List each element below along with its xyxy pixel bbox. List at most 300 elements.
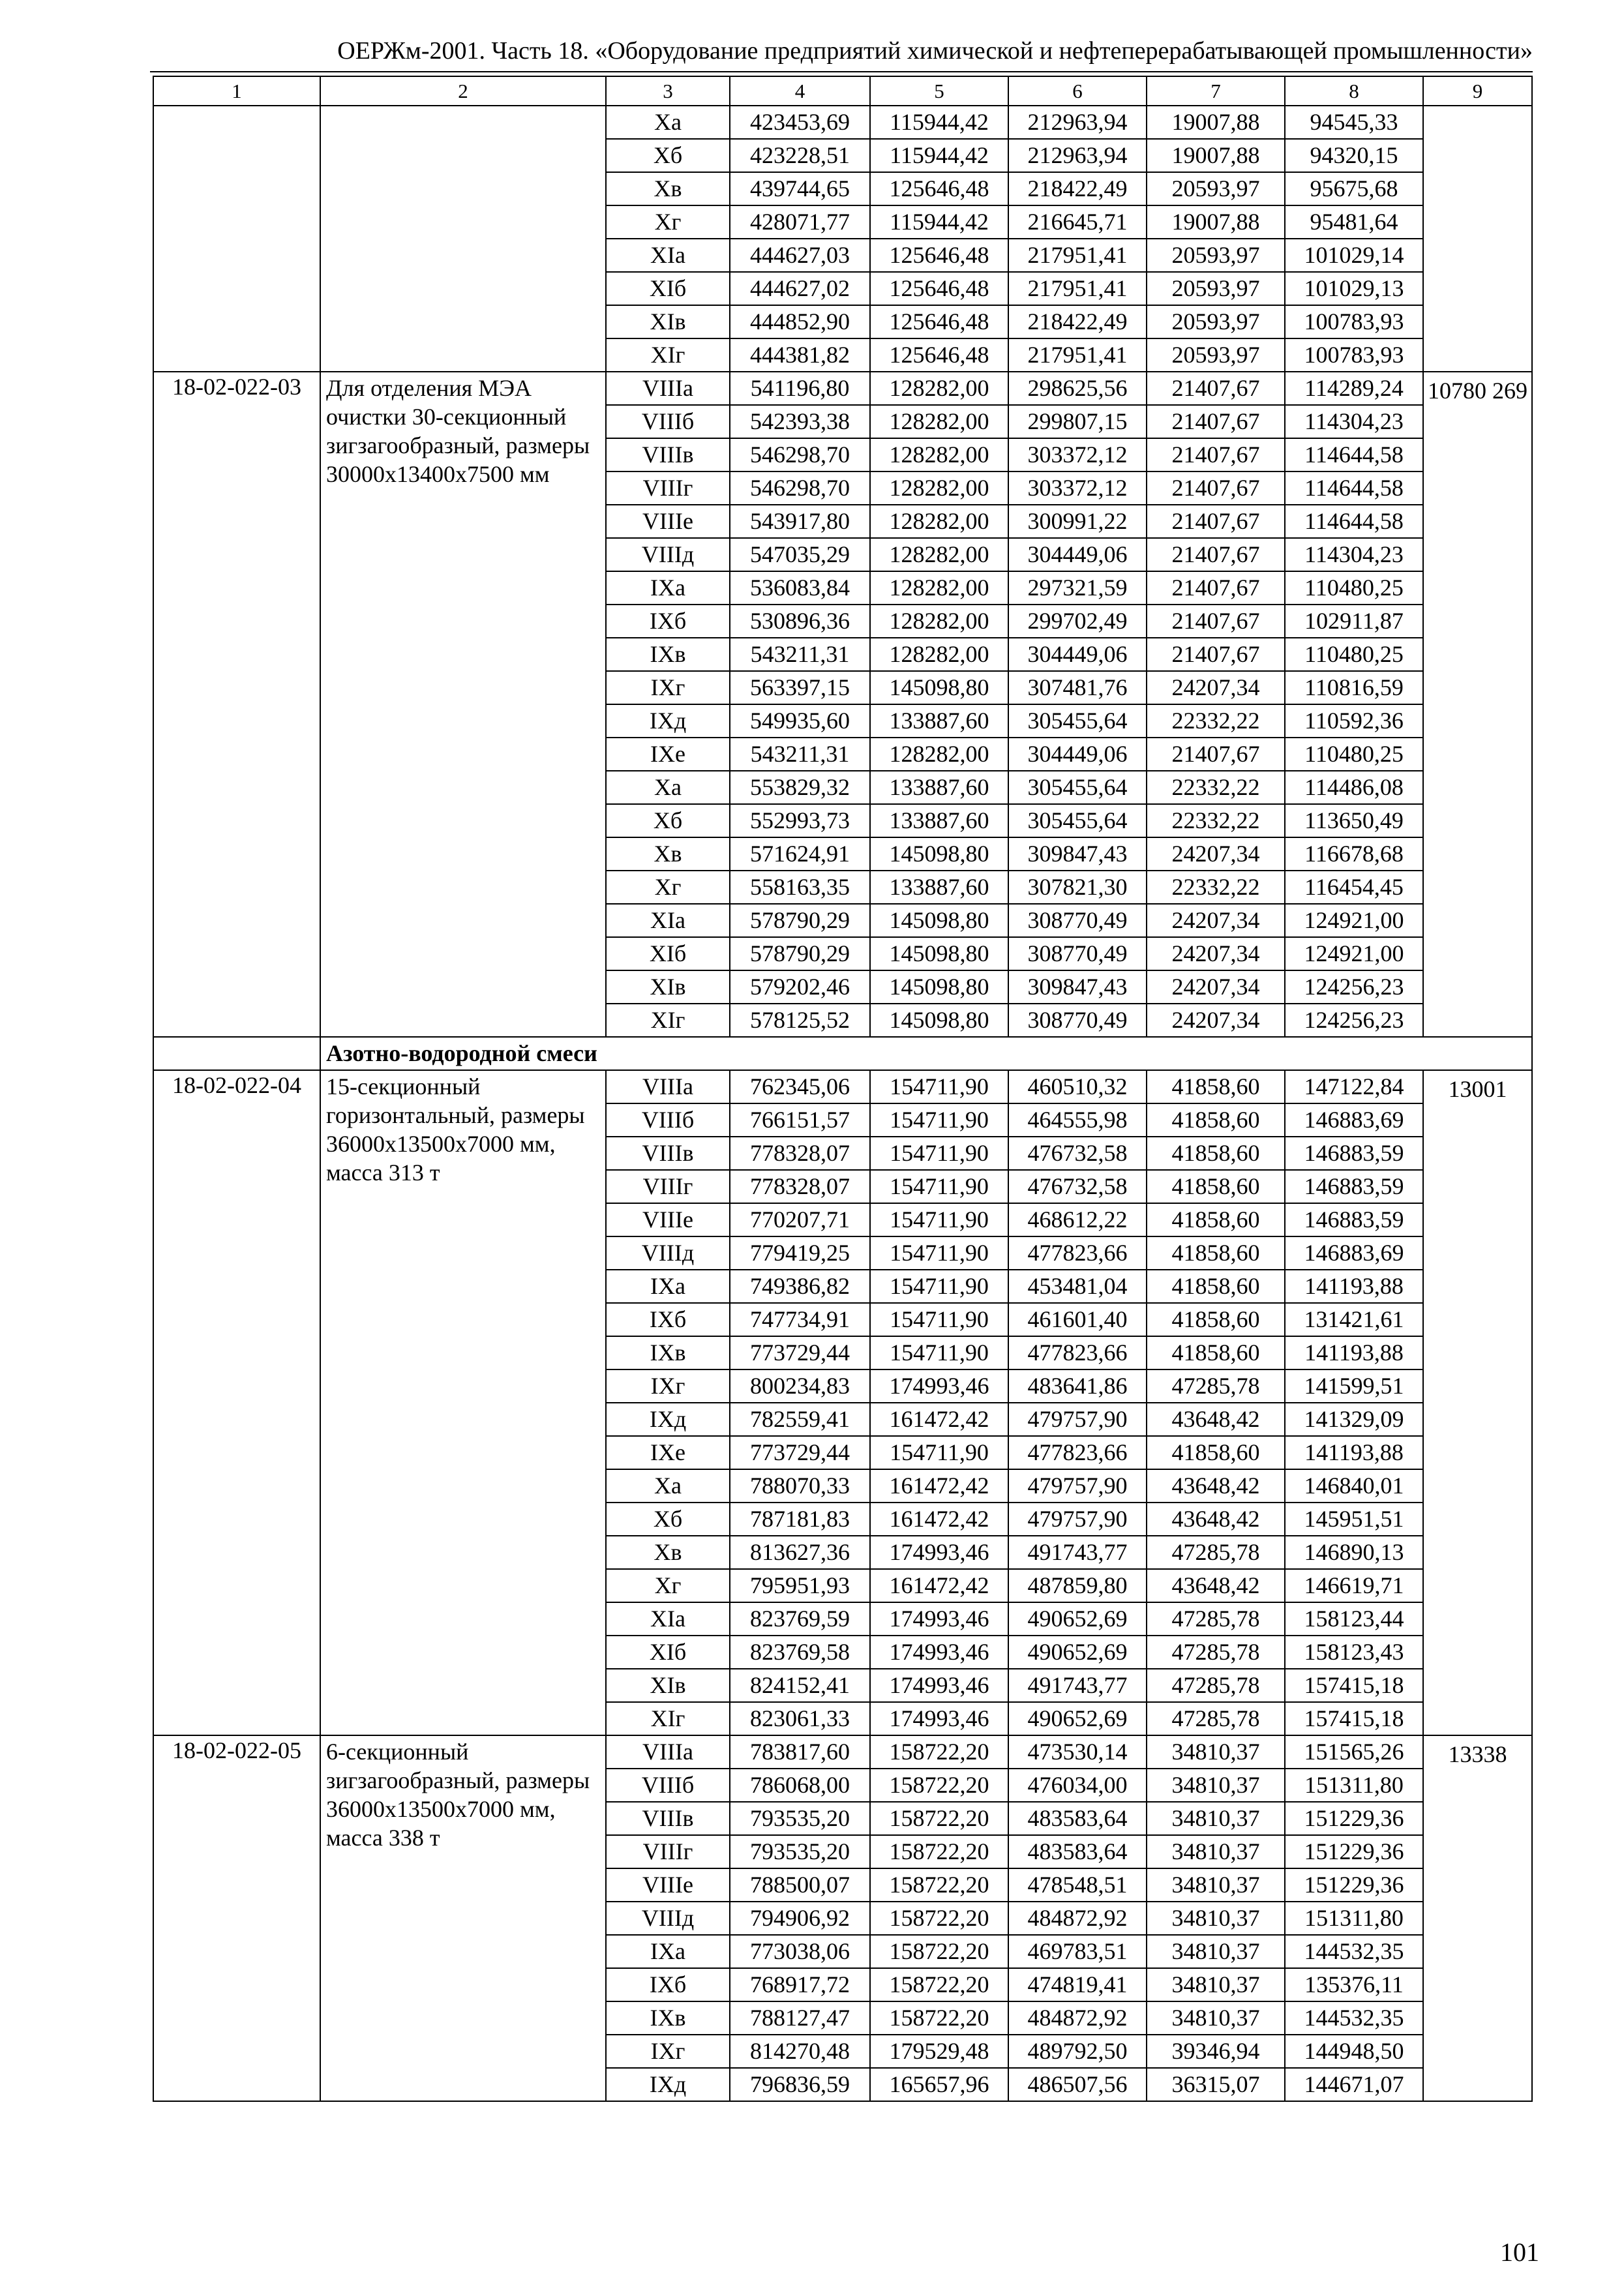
value-cell: 546298,70	[730, 438, 870, 471]
header-rule	[150, 71, 1533, 72]
value-cell: 115944,42	[870, 139, 1008, 172]
value-cell: 124256,23	[1285, 970, 1423, 1004]
value-cell: 41858,60	[1147, 1070, 1285, 1103]
value-cell: 43648,42	[1147, 1403, 1285, 1436]
value-cell: 541196,80	[730, 372, 870, 405]
value-cell: 146890,13	[1285, 1536, 1423, 1569]
zone-cell: IXд	[606, 2068, 730, 2101]
value-cell: 151229,36	[1285, 1835, 1423, 1868]
value-cell: 490652,69	[1008, 1636, 1147, 1669]
value-cell: 217951,41	[1008, 239, 1147, 272]
zone-cell: IXг	[606, 671, 730, 704]
value-cell: 158722,20	[870, 1835, 1008, 1868]
value-cell: 34810,37	[1147, 1835, 1285, 1868]
value-cell: 154711,90	[870, 1203, 1008, 1236]
value-cell: 158722,20	[870, 2001, 1008, 2035]
zone-cell: IXг	[606, 1369, 730, 1403]
zone-cell: VIIIе	[606, 505, 730, 538]
value-cell: 309847,43	[1008, 837, 1147, 871]
column-number-cell: 8	[1285, 76, 1423, 106]
value-cell: 145098,80	[870, 937, 1008, 970]
value-cell: 444852,90	[730, 305, 870, 338]
value-cell: 484872,92	[1008, 2001, 1147, 2035]
item-col9: 13001	[1423, 1070, 1532, 1735]
value-cell: 101029,13	[1285, 272, 1423, 305]
value-cell: 158123,44	[1285, 1602, 1423, 1636]
zone-cell: VIIIв	[606, 1802, 730, 1835]
value-cell: 788127,47	[730, 2001, 870, 2035]
value-cell: 217951,41	[1008, 272, 1147, 305]
value-cell: 783817,60	[730, 1735, 870, 1769]
value-cell: 477823,66	[1008, 1436, 1147, 1469]
value-cell: 19007,88	[1147, 139, 1285, 172]
value-cell: 144532,35	[1285, 2001, 1423, 2035]
zone-cell: VIIIб	[606, 405, 730, 438]
item-code	[153, 106, 320, 372]
value-cell: 20593,97	[1147, 172, 1285, 205]
value-cell: 146883,59	[1285, 1170, 1423, 1203]
value-cell: 489792,50	[1008, 2035, 1147, 2068]
value-cell: 530896,36	[730, 605, 870, 638]
value-cell: 145098,80	[870, 970, 1008, 1004]
zone-cell: VIIIд	[606, 1236, 730, 1270]
value-cell: 298625,56	[1008, 372, 1147, 405]
value-cell: 179529,48	[870, 2035, 1008, 2068]
value-cell: 151565,26	[1285, 1735, 1423, 1769]
zone-cell: Xв	[606, 1536, 730, 1569]
value-cell: 43648,42	[1147, 1469, 1285, 1503]
value-cell: 778328,07	[730, 1137, 870, 1170]
zone-cell: IXа	[606, 1270, 730, 1303]
value-cell: 578790,29	[730, 937, 870, 970]
value-cell: 553829,32	[730, 771, 870, 804]
zone-cell: Xв	[606, 172, 730, 205]
value-cell: 161472,42	[870, 1569, 1008, 1602]
zone-cell: VIIIд	[606, 538, 730, 571]
value-cell: 47285,78	[1147, 1602, 1285, 1636]
value-cell: 43648,42	[1147, 1569, 1285, 1602]
value-cell: 571624,91	[730, 837, 870, 871]
value-cell: 161472,42	[870, 1469, 1008, 1503]
value-cell: 543211,31	[730, 638, 870, 671]
zone-cell: VIIIб	[606, 1103, 730, 1137]
value-cell: 145098,80	[870, 671, 1008, 704]
value-cell: 147122,84	[1285, 1070, 1423, 1103]
table-row	[153, 1735, 1532, 1769]
zone-cell: IXб	[606, 1303, 730, 1336]
zone-cell: VIIIа	[606, 1070, 730, 1103]
item-description: Для отделения МЭА очистки 30-секционный зигзагообразный, размеры 30000х13400х7500 мм	[320, 372, 606, 1037]
value-cell: 218422,49	[1008, 305, 1147, 338]
value-cell: 558163,35	[730, 871, 870, 904]
value-cell: 423453,69	[730, 106, 870, 139]
value-cell: 299807,15	[1008, 405, 1147, 438]
value-cell: 110480,25	[1285, 571, 1423, 605]
value-cell: 116454,45	[1285, 871, 1423, 904]
value-cell: 773729,44	[730, 1436, 870, 1469]
value-cell: 41858,60	[1147, 1236, 1285, 1270]
value-cell: 823061,33	[730, 1702, 870, 1735]
value-cell: 174993,46	[870, 1536, 1008, 1569]
value-cell: 47285,78	[1147, 1536, 1285, 1569]
value-cell: 490652,69	[1008, 1602, 1147, 1636]
value-cell: 469783,51	[1008, 1935, 1147, 1968]
value-cell: 43648,42	[1147, 1503, 1285, 1536]
value-cell: 823769,59	[730, 1602, 870, 1636]
value-cell: 793535,20	[730, 1802, 870, 1835]
zone-cell: XIа	[606, 904, 730, 937]
item-code: 18-02-022-04	[153, 1070, 320, 1735]
value-cell: 128282,00	[870, 538, 1008, 571]
value-cell: 21407,67	[1147, 471, 1285, 505]
value-cell: 144671,07	[1285, 2068, 1423, 2101]
value-cell: 773038,06	[730, 1935, 870, 1968]
zone-cell: XIг	[606, 338, 730, 372]
value-cell: 95675,68	[1285, 172, 1423, 205]
value-cell: 94545,33	[1285, 106, 1423, 139]
value-cell: 770207,71	[730, 1203, 870, 1236]
value-cell: 41858,60	[1147, 1137, 1285, 1170]
zone-cell: IXб	[606, 1968, 730, 2001]
value-cell: 487859,80	[1008, 1569, 1147, 1602]
value-cell: 174993,46	[870, 1702, 1008, 1735]
value-cell: 20593,97	[1147, 239, 1285, 272]
value-cell: 128282,00	[870, 372, 1008, 405]
value-cell: 94320,15	[1285, 139, 1423, 172]
value-cell: 154711,90	[870, 1336, 1008, 1369]
value-cell: 157415,18	[1285, 1702, 1423, 1735]
value-cell: 490652,69	[1008, 1702, 1147, 1735]
value-cell: 578790,29	[730, 904, 870, 937]
column-number-cell: 1	[153, 76, 320, 106]
value-cell: 22332,22	[1147, 804, 1285, 837]
value-cell: 468612,22	[1008, 1203, 1147, 1236]
value-cell: 796836,59	[730, 2068, 870, 2101]
zone-cell: XIб	[606, 272, 730, 305]
value-cell: 22332,22	[1147, 771, 1285, 804]
value-cell: 34810,37	[1147, 1868, 1285, 1902]
value-cell: 113650,49	[1285, 804, 1423, 837]
value-cell: 151311,80	[1285, 1902, 1423, 1935]
value-cell: 146619,71	[1285, 1569, 1423, 1602]
value-cell: 158722,20	[870, 1868, 1008, 1902]
table-row	[153, 106, 1532, 139]
value-cell: 24207,34	[1147, 904, 1285, 937]
value-cell: 47285,78	[1147, 1369, 1285, 1403]
value-cell: 579202,46	[730, 970, 870, 1004]
value-cell: 135376,11	[1285, 1968, 1423, 2001]
item-code: 18-02-022-05	[153, 1735, 320, 2101]
zone-cell: VIIIа	[606, 1735, 730, 1769]
value-cell: 146883,69	[1285, 1236, 1423, 1270]
value-cell: 460510,32	[1008, 1070, 1147, 1103]
value-cell: 476034,00	[1008, 1769, 1147, 1802]
value-cell: 21407,67	[1147, 638, 1285, 671]
value-cell: 19007,88	[1147, 205, 1285, 239]
value-cell: 158123,43	[1285, 1636, 1423, 1669]
value-cell: 114644,58	[1285, 471, 1423, 505]
value-cell: 782559,41	[730, 1403, 870, 1436]
value-cell: 158722,20	[870, 1735, 1008, 1769]
value-cell: 141193,88	[1285, 1270, 1423, 1303]
value-cell: 542393,38	[730, 405, 870, 438]
value-cell: 47285,78	[1147, 1636, 1285, 1669]
value-cell: 444381,82	[730, 338, 870, 372]
value-cell: 546298,70	[730, 471, 870, 505]
section-title: Азотно-водородной смеси	[320, 1037, 1532, 1070]
page-number: 101	[1500, 2237, 1539, 2267]
value-cell: 478548,51	[1008, 1868, 1147, 1902]
value-cell: 483583,64	[1008, 1835, 1147, 1868]
value-cell: 161472,42	[870, 1403, 1008, 1436]
value-cell: 300991,22	[1008, 505, 1147, 538]
value-cell: 795951,93	[730, 1569, 870, 1602]
value-cell: 24207,34	[1147, 970, 1285, 1004]
value-cell: 158722,20	[870, 1902, 1008, 1935]
value-cell: 125646,48	[870, 239, 1008, 272]
value-cell: 125646,48	[870, 338, 1008, 372]
value-cell: 47285,78	[1147, 1702, 1285, 1735]
value-cell: 151229,36	[1285, 1868, 1423, 1902]
zone-cell: Xг	[606, 205, 730, 239]
value-cell: 21407,67	[1147, 372, 1285, 405]
value-cell: 115944,42	[870, 205, 1008, 239]
value-cell: 158722,20	[870, 1968, 1008, 2001]
value-cell: 747734,91	[730, 1303, 870, 1336]
value-cell: 21407,67	[1147, 605, 1285, 638]
value-cell: 24207,34	[1147, 937, 1285, 970]
value-cell: 34810,37	[1147, 2001, 1285, 2035]
value-cell: 39346,94	[1147, 2035, 1285, 2068]
value-cell: 116678,68	[1285, 837, 1423, 871]
value-cell: 157415,18	[1285, 1669, 1423, 1702]
value-cell: 543917,80	[730, 505, 870, 538]
zone-cell: IXв	[606, 1336, 730, 1369]
zone-cell: IXб	[606, 605, 730, 638]
value-cell: 34810,37	[1147, 1769, 1285, 1802]
zone-cell: IXв	[606, 2001, 730, 2035]
value-cell: 762345,06	[730, 1070, 870, 1103]
value-cell: 464555,98	[1008, 1103, 1147, 1137]
value-cell: 154711,90	[870, 1270, 1008, 1303]
value-cell: 549935,60	[730, 704, 870, 738]
value-cell: 161472,42	[870, 1503, 1008, 1536]
value-cell: 151229,36	[1285, 1802, 1423, 1835]
column-number-cell: 3	[606, 76, 730, 106]
column-number-cell: 6	[1008, 76, 1147, 106]
price-table	[153, 76, 1533, 2102]
value-cell: 128282,00	[870, 471, 1008, 505]
zone-cell: Xг	[606, 1569, 730, 1602]
value-cell: 216645,71	[1008, 205, 1147, 239]
value-cell: 114289,24	[1285, 372, 1423, 405]
value-cell: 141329,09	[1285, 1403, 1423, 1436]
value-cell: 100783,93	[1285, 305, 1423, 338]
value-cell: 21407,67	[1147, 405, 1285, 438]
value-cell: 41858,60	[1147, 1103, 1285, 1137]
value-cell: 128282,00	[870, 605, 1008, 638]
zone-cell: VIIIв	[606, 1137, 730, 1170]
value-cell: 128282,00	[870, 505, 1008, 538]
zone-cell: IXв	[606, 638, 730, 671]
value-cell: 22332,22	[1147, 871, 1285, 904]
zone-cell: IXа	[606, 571, 730, 605]
value-cell: 151311,80	[1285, 1769, 1423, 1802]
value-cell: 145098,80	[870, 837, 1008, 871]
zone-cell: Xб	[606, 804, 730, 837]
value-cell: 125646,48	[870, 172, 1008, 205]
value-cell: 552993,73	[730, 804, 870, 837]
zone-cell: VIIIг	[606, 471, 730, 505]
table-row	[153, 1070, 1532, 1103]
value-cell: 212963,94	[1008, 106, 1147, 139]
zone-cell: XIб	[606, 1636, 730, 1669]
value-cell: 154711,90	[870, 1103, 1008, 1137]
value-cell: 144948,50	[1285, 2035, 1423, 2068]
value-cell: 124921,00	[1285, 937, 1423, 970]
value-cell: 114304,23	[1285, 538, 1423, 571]
value-cell: 154711,90	[870, 1436, 1008, 1469]
value-cell: 749386,82	[730, 1270, 870, 1303]
zone-cell: Xа	[606, 1469, 730, 1503]
value-cell: 133887,60	[870, 771, 1008, 804]
value-cell: 483641,86	[1008, 1369, 1147, 1403]
value-cell: 477823,66	[1008, 1336, 1147, 1369]
value-cell: 303372,12	[1008, 471, 1147, 505]
value-cell: 133887,60	[870, 871, 1008, 904]
value-cell: 305455,64	[1008, 771, 1147, 804]
value-cell: 101029,14	[1285, 239, 1423, 272]
value-cell: 309847,43	[1008, 970, 1147, 1004]
value-cell: 174993,46	[870, 1602, 1008, 1636]
value-cell: 20593,97	[1147, 338, 1285, 372]
column-numbers-row	[153, 76, 1532, 106]
value-cell: 788500,07	[730, 1868, 870, 1902]
value-cell: 41858,60	[1147, 1336, 1285, 1369]
value-cell: 461601,40	[1008, 1303, 1147, 1336]
value-cell: 814270,48	[730, 2035, 870, 2068]
value-cell: 158722,20	[870, 1769, 1008, 1802]
value-cell: 41858,60	[1147, 1203, 1285, 1236]
value-cell: 297321,59	[1008, 571, 1147, 605]
value-cell: 95481,64	[1285, 205, 1423, 239]
value-cell: 115944,42	[870, 106, 1008, 139]
value-cell: 100783,93	[1285, 338, 1423, 372]
value-cell: 24207,34	[1147, 837, 1285, 871]
value-cell: 766151,57	[730, 1103, 870, 1137]
value-cell: 308770,49	[1008, 937, 1147, 970]
value-cell: 110592,36	[1285, 704, 1423, 738]
item-col9: 10780 269	[1423, 372, 1532, 1037]
value-cell: 154711,90	[870, 1170, 1008, 1203]
section-row	[153, 1037, 1532, 1070]
value-cell: 307481,76	[1008, 671, 1147, 704]
value-cell: 423228,51	[730, 139, 870, 172]
column-number-cell: 5	[870, 76, 1008, 106]
value-cell: 124256,23	[1285, 1004, 1423, 1037]
zone-cell: Xа	[606, 106, 730, 139]
zone-cell: IXе	[606, 738, 730, 771]
value-cell: 146883,69	[1285, 1103, 1423, 1137]
value-cell: 41858,60	[1147, 1270, 1285, 1303]
value-cell: 34810,37	[1147, 1735, 1285, 1769]
value-cell: 787181,83	[730, 1503, 870, 1536]
value-cell: 303372,12	[1008, 438, 1147, 471]
value-cell: 145951,51	[1285, 1503, 1423, 1536]
value-cell: 124921,00	[1285, 904, 1423, 937]
value-cell: 444627,02	[730, 272, 870, 305]
value-cell: 146883,59	[1285, 1203, 1423, 1236]
value-cell: 144532,35	[1285, 1935, 1423, 1968]
value-cell: 47285,78	[1147, 1669, 1285, 1702]
value-cell: 128282,00	[870, 571, 1008, 605]
value-cell: 141193,88	[1285, 1436, 1423, 1469]
value-cell: 563397,15	[730, 671, 870, 704]
value-cell: 788070,33	[730, 1469, 870, 1503]
zone-cell: Xа	[606, 771, 730, 804]
zone-cell: VIIIе	[606, 1203, 730, 1236]
value-cell: 474819,41	[1008, 1968, 1147, 2001]
value-cell: 491743,77	[1008, 1536, 1147, 1569]
value-cell: 428071,77	[730, 205, 870, 239]
zone-cell: XIв	[606, 305, 730, 338]
value-cell: 813627,36	[730, 1536, 870, 1569]
zone-cell: IXг	[606, 2035, 730, 2068]
value-cell: 114304,23	[1285, 405, 1423, 438]
page-header: ОЕРЖм-2001. Часть 18. «Оборудование предприятий химической и нефтеперерабатывающей промышленности»	[337, 37, 1533, 65]
value-cell: 133887,60	[870, 804, 1008, 837]
value-cell: 110480,25	[1285, 638, 1423, 671]
zone-cell: VIIIа	[606, 372, 730, 405]
value-cell: 20593,97	[1147, 272, 1285, 305]
value-cell: 21407,67	[1147, 538, 1285, 571]
zone-cell: Xв	[606, 837, 730, 871]
zone-cell: IXа	[606, 1935, 730, 1968]
zone-cell: IXе	[606, 1436, 730, 1469]
value-cell: 174993,46	[870, 1636, 1008, 1669]
column-number-cell: 4	[730, 76, 870, 106]
value-cell: 304449,06	[1008, 738, 1147, 771]
value-cell: 114644,58	[1285, 505, 1423, 538]
item-description	[320, 106, 606, 372]
value-cell: 141599,51	[1285, 1369, 1423, 1403]
value-cell: 19007,88	[1147, 106, 1285, 139]
value-cell: 304449,06	[1008, 638, 1147, 671]
value-cell: 21407,67	[1147, 505, 1285, 538]
value-cell: 439744,65	[730, 172, 870, 205]
zone-cell: XIа	[606, 239, 730, 272]
value-cell: 823769,58	[730, 1636, 870, 1669]
value-cell: 307821,30	[1008, 871, 1147, 904]
value-cell: 141193,88	[1285, 1336, 1423, 1369]
value-cell: 133887,60	[870, 704, 1008, 738]
value-cell: 102911,87	[1285, 605, 1423, 638]
value-cell: 578125,52	[730, 1004, 870, 1037]
value-cell: 128282,00	[870, 638, 1008, 671]
value-cell: 20593,97	[1147, 305, 1285, 338]
value-cell: 768917,72	[730, 1968, 870, 2001]
value-cell: 794906,92	[730, 1902, 870, 1935]
value-cell: 484872,92	[1008, 1902, 1147, 1935]
zone-cell: IXд	[606, 1403, 730, 1436]
value-cell: 308770,49	[1008, 1004, 1147, 1037]
value-cell: 305455,64	[1008, 704, 1147, 738]
value-cell: 158722,20	[870, 1802, 1008, 1835]
zone-cell: Xб	[606, 1503, 730, 1536]
zone-cell: XIв	[606, 970, 730, 1004]
value-cell: 128282,00	[870, 738, 1008, 771]
item-code: 18-02-022-03	[153, 372, 320, 1037]
